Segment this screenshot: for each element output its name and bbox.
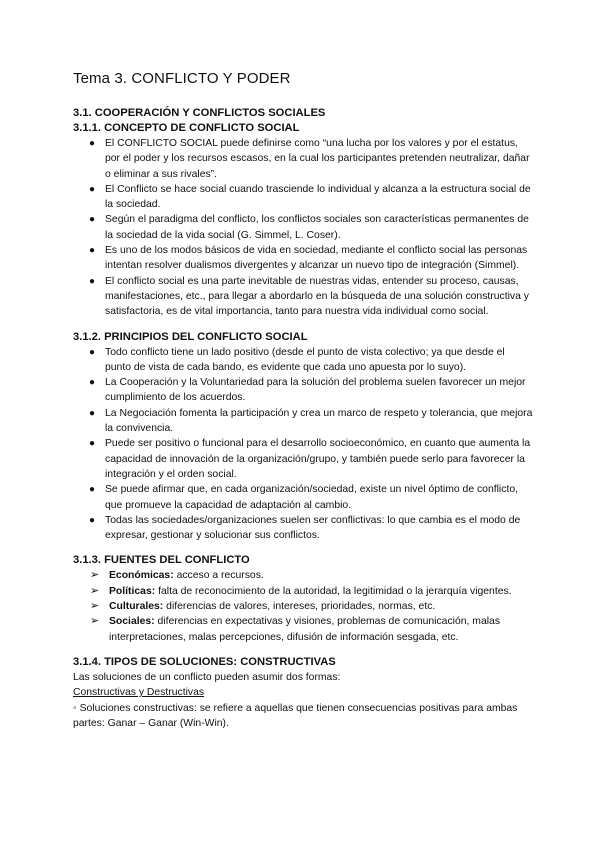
arrow-bullet-icon: ➢ <box>90 600 100 613</box>
section-heading: 3.1. COOPERACIÓN Y CONFLICTOS SOCIALES <box>73 107 326 119</box>
list-item: ● La Negociación fomenta la participación y crea un marco de respeto y tolerancia, que mejora la convivencia. <box>89 407 533 435</box>
bullet-icon: ● <box>89 438 96 450</box>
bullet-icon: ● <box>89 138 96 149</box>
item-label: Políticas: <box>109 585 156 597</box>
section-3-1-3 <box>73 553 533 644</box>
bullet-icon: ● <box>89 245 96 257</box>
section-3-1 <box>73 106 533 320</box>
list-item: ● La Cooperación y la Voluntariedad para la solución del problema suelen favorecer un mejor cumplimiento de los acuerdos. <box>89 377 526 404</box>
body-paragraph: ◦ Soluciones constructivas: se refiere a aquellas que tienen consecuencias positivas para ambas partes: Ganar – Ganar (Win-Win). <box>73 702 518 729</box>
subsection-heading: 3.1.3. FUENTES DEL CONFLICTO <box>73 554 250 567</box>
bullet-icon: ● <box>89 275 96 287</box>
list-item: ➢ Económicas: acceso a recursos. <box>73 568 533 583</box>
arrow-bullet-icon: ➢ <box>90 615 100 628</box>
subsection-heading: 3.1.1. CONCEPTO DE CONFLICTO SOCIAL <box>73 122 300 134</box>
list-item: ● Todas las sociedades/organizaciones suelen ser conflictivas: lo que cambia es el modo de expresar, gestionar y solucionar sus conflictos. <box>89 514 521 542</box>
list-item: ● El Conflicto se hace social cuando trasciende lo individual y alcanza a la estructura social de la sociedad. <box>89 183 531 211</box>
subsection-heading: 3.1.2. PRINCIPIOS DEL CONFLICTO SOCIAL <box>73 330 308 343</box>
bullet-icon: ● <box>89 407 96 419</box>
list-item: ➢ Sociales: diferencias en expectativas y visiones, problemas de comunicación, malas interpretaciones, malas percepciones, difusión de información sesgada, etc. <box>90 615 501 643</box>
underlined-text: Constructivas y Destructivas <box>73 687 205 699</box>
item-label: Culturales: <box>109 601 164 613</box>
list-item: ➢ Culturales: diferencias de valores, intereses, prioridades, normas, etc. <box>73 599 533 614</box>
subsection-heading: 3.1.4. TIPOS DE SOLUCIONES: CONSTRUCTIVAS <box>73 655 336 668</box>
bullet-icon: ● <box>89 214 96 226</box>
list-item: ● Es uno de los modos básicos de vida en sociedad, mediante el conflicto social las personas intentan resolver dualismos divergentes y alcanzar un nuevo tipo de integración (Simmel). <box>89 245 528 272</box>
document-content <box>73 70 533 741</box>
list-item: ● El conflicto social es una parte inevitable de nuestras vidas, entender su proceso, causas, manifestaciones, etc., para llegar a abordarlo en la búsqueda de una solución constructiva y satisfactoria, es de vital importancia, tanto para nuestra vida individual como social. <box>89 275 529 318</box>
intro-paragraph: Las soluciones de un conflicto pueden asumir dos formas: <box>73 671 341 683</box>
item-label: Sociales: <box>109 616 155 628</box>
bullet-list <box>73 136 533 320</box>
list-item: ● Puede ser positivo o funcional para el desarrollo socioeconómico, en cuanto que aumenta la capacidad de innovación de la organización/grupo, y también puede serlo para favorecer la integración y el orden social. <box>89 438 531 480</box>
bullet-icon: ● <box>89 183 96 195</box>
list-item: ➢ Políticas: falta de reconocimiento de la autoridad, la legitimidad o la jerarquía vigentes. <box>73 584 533 599</box>
bullet-icon: ● <box>89 346 96 358</box>
bullet-icon: ● <box>89 377 96 389</box>
section-3-1-2 <box>73 330 533 544</box>
document-title: Tema 3. CONFLICTO Y PODER <box>73 70 291 87</box>
arrow-list <box>73 568 533 644</box>
bullet-icon: ● <box>89 514 96 526</box>
list-item: ● Según el paradigma del conflicto, los conflictos sociales son características permanentes de la sociedad de la vida social (G. Simmel, L. Coser). <box>89 214 529 241</box>
bullet-list <box>73 345 533 544</box>
section-3-1-4 <box>73 655 533 731</box>
arrow-bullet-icon: ➢ <box>90 584 100 597</box>
arrow-bullet-icon: ➢ <box>90 569 100 582</box>
bullet-icon: ● <box>89 484 96 496</box>
list-item: ● El CONFLICTO SOCIAL puede definirse como “una lucha por los valores y por el estatus, por el poder y los recursos escasos, en la cual los participantes pretenden neutralizar, dañar o eliminar a sus rivales”. <box>89 138 530 180</box>
list-item: ● Se puede afirmar que, en cada organización/sociedad, existe un nivel óptimo de conflicto, que promueve la capacidad de adaptación al cambio. <box>89 484 518 511</box>
list-item: ● Todo conflicto tiene un lado positivo (desde el punto de vista colectivo; ya que desde el punto de vista de cada bando, es evidente que cada uno apuesta por lo suyo). <box>89 346 505 373</box>
item-label: Económicas: <box>109 570 174 582</box>
